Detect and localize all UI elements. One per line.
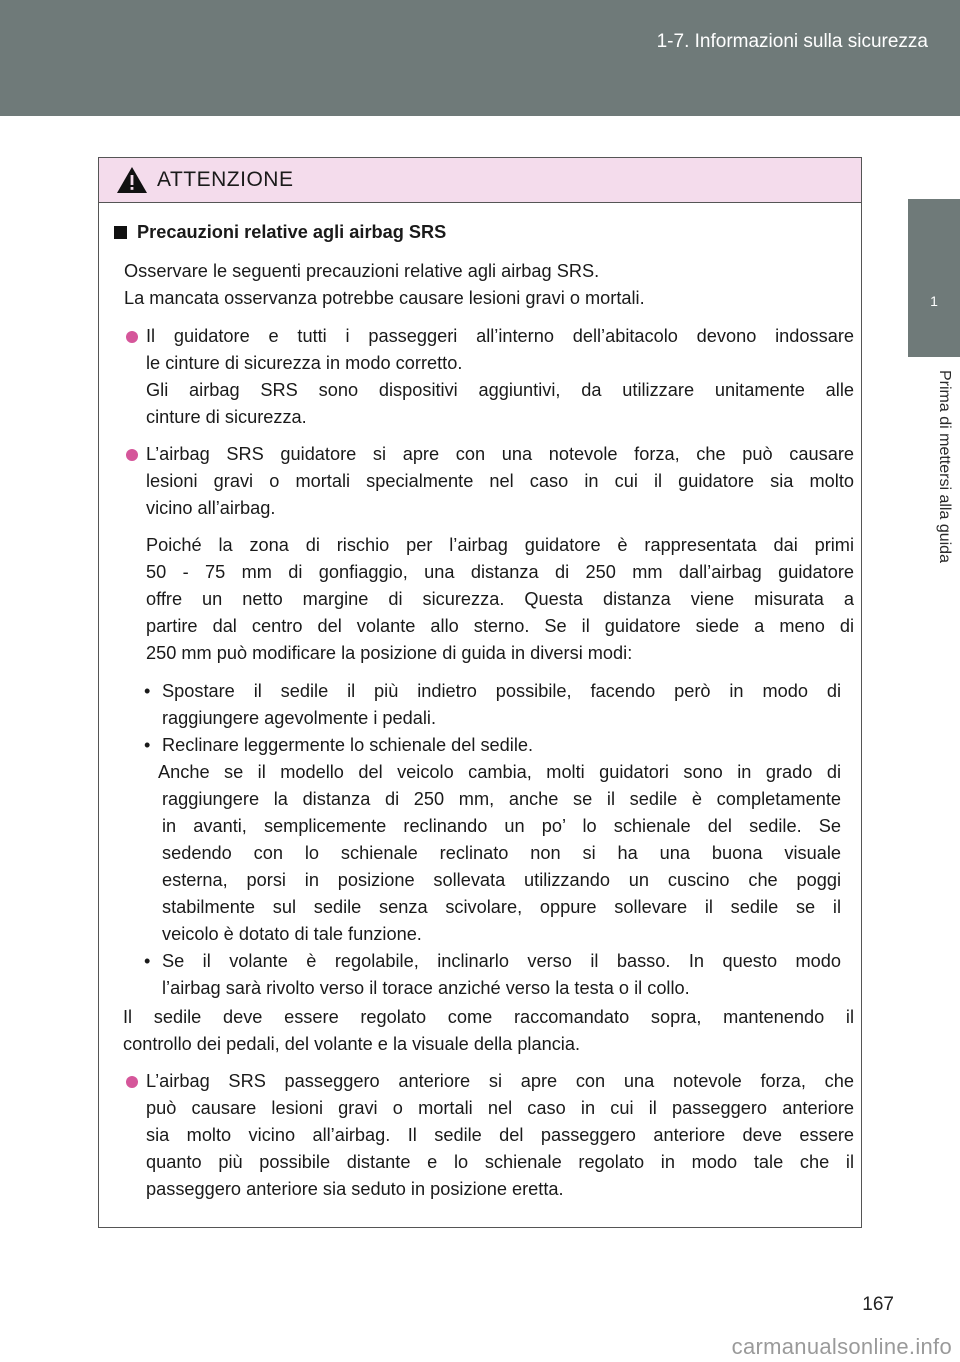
- para-line: offre un netto margine di sicurezza. Questa distanza viene misurata a: [146, 589, 854, 609]
- intro-paragraph: [111, 258, 854, 312]
- chapter-number: 1: [930, 293, 938, 309]
- dot-bullet-icon: [126, 449, 138, 461]
- item-line: cinture di sicurezza.: [146, 407, 307, 427]
- page-number: 167: [862, 1294, 894, 1315]
- note-line: raggiungere la distanza di 250 mm, anche se il sedile è completamente: [162, 789, 841, 809]
- square-bullet-icon: [114, 226, 127, 239]
- list-item: [111, 732, 841, 759]
- item-seatbelts: [111, 323, 854, 431]
- chapter-label: Prima di mettersi alla guida: [936, 370, 953, 563]
- item-line: L’airbag SRS passeggero anteriore si apre con una notevole forza, che: [146, 1071, 854, 1091]
- list-line: Reclinare leggermente lo schienale del sedile.: [162, 735, 534, 755]
- list-line: Spostare il sedile il più indietro possibile, facendo però in modo di: [162, 681, 841, 701]
- warning-header: [99, 158, 861, 203]
- item-line: Il guidatore e tutti i passeggeri all’interno dell’abitacolo devono indossare: [146, 326, 854, 346]
- list-line: Se il volante è regolabile, inclinarlo verso il basso. In questo modo: [162, 951, 841, 971]
- bullet-mark: •: [144, 735, 151, 755]
- item-line: quanto più possibile distante e lo schienale regolato in modo tale che il: [146, 1152, 854, 1172]
- item-passenger-airbag: [111, 1068, 854, 1203]
- item-line: sia molto vicino all’airbag. Il sedile del passeggero anteriore deve essere: [146, 1125, 854, 1145]
- para-line: 50 - 75 mm di gonfiaggio, una distanza di 250 mm dall’airbag guidatore: [146, 562, 854, 582]
- note-line: in avanti, semplicemente reclinando un po’ lo schienale del sedile. Se: [162, 816, 841, 836]
- list-item: [111, 948, 841, 1002]
- note-line: esterna, porsi in posizione sollevata utilizzando un cuscino che poggi: [162, 870, 841, 890]
- chapter-tab: [908, 199, 960, 357]
- para-line: partire dal centro del volante allo sterno. Se il guidatore siede a meno di: [146, 616, 854, 636]
- warning-title: ATTENZIONE: [157, 168, 294, 191]
- list-item: [111, 678, 841, 732]
- item-line: Gli airbag SRS sono dispositivi aggiuntivi, da utilizzare unitamente alle: [146, 380, 854, 400]
- item-line: L’airbag SRS guidatore si apre con una notevole forza, che può causare: [146, 444, 854, 464]
- list-line: l’airbag sarà rivolto verso il torace anziché verso la testa o il collo.: [162, 978, 690, 998]
- header-band: [0, 0, 960, 116]
- seat-adjustment-paragraph: [111, 1004, 854, 1058]
- intro-line: Osservare le seguenti precauzioni relative agli airbag SRS.: [124, 261, 600, 281]
- watermark[interactable]: carmanualsonline.info: [731, 1334, 952, 1359]
- warning-triangle-icon: [116, 166, 148, 194]
- note-line: stabilmente sul sedile senza scivolare, oppure sollevare il sedile se il: [162, 897, 841, 917]
- subtitle-text: Precauzioni relative agli airbag SRS: [137, 222, 447, 242]
- item-line: vicino all’airbag.: [146, 498, 276, 518]
- note-line: veicolo è dotato di tale funzione.: [162, 924, 422, 944]
- list-line: raggiungere agevolmente i pedali.: [162, 708, 437, 728]
- intro-line: La mancata osservanza potrebbe causare lesioni gravi o mortali.: [124, 288, 645, 308]
- item-line: lesioni gravi o mortali specialmente nel caso in cui il guidatore sia molto: [146, 471, 854, 491]
- section-title: 1-7. Informazioni sulla sicurezza: [656, 31, 928, 52]
- para-line: Poiché la zona di rischio per l’airbag guidatore è rappresentata dai primi: [146, 535, 854, 555]
- dot-bullet-icon: [126, 331, 138, 343]
- recline-note: [111, 759, 841, 948]
- item-line: le cinture di sicurezza in modo corretto.: [146, 353, 463, 373]
- item-driver-airbag: [111, 441, 854, 522]
- warning-content: [99, 203, 861, 1213]
- warning-box: [98, 157, 862, 1228]
- dot-bullet-icon: [126, 1076, 138, 1088]
- bullet-mark: •: [144, 951, 151, 971]
- bullet-mark: •: [144, 681, 151, 701]
- note-line: Anche se il modello del veicolo cambia, molti guidatori sono in grado di: [158, 762, 841, 782]
- para-line: 250 mm può modificare la posizione di guida in diversi modi:: [146, 643, 633, 663]
- adjustment-list: [111, 678, 841, 1002]
- tail-line: Il sedile deve essere regolato come raccomandato sopra, mantenendo il: [123, 1007, 854, 1027]
- item-line: passeggero anteriore sia seduto in posizione eretta.: [146, 1179, 564, 1199]
- driver-distance-paragraph: [111, 532, 854, 667]
- warning-subtitle: [111, 219, 854, 246]
- note-line: sedendo con lo schienale reclinato non si ha una buona visuale: [162, 843, 841, 863]
- tail-line: controllo dei pedali, del volante e la visuale della plancia.: [123, 1034, 581, 1054]
- item-line: può causare lesioni gravi o mortali nel caso in cui il passeggero anteriore: [146, 1098, 854, 1118]
